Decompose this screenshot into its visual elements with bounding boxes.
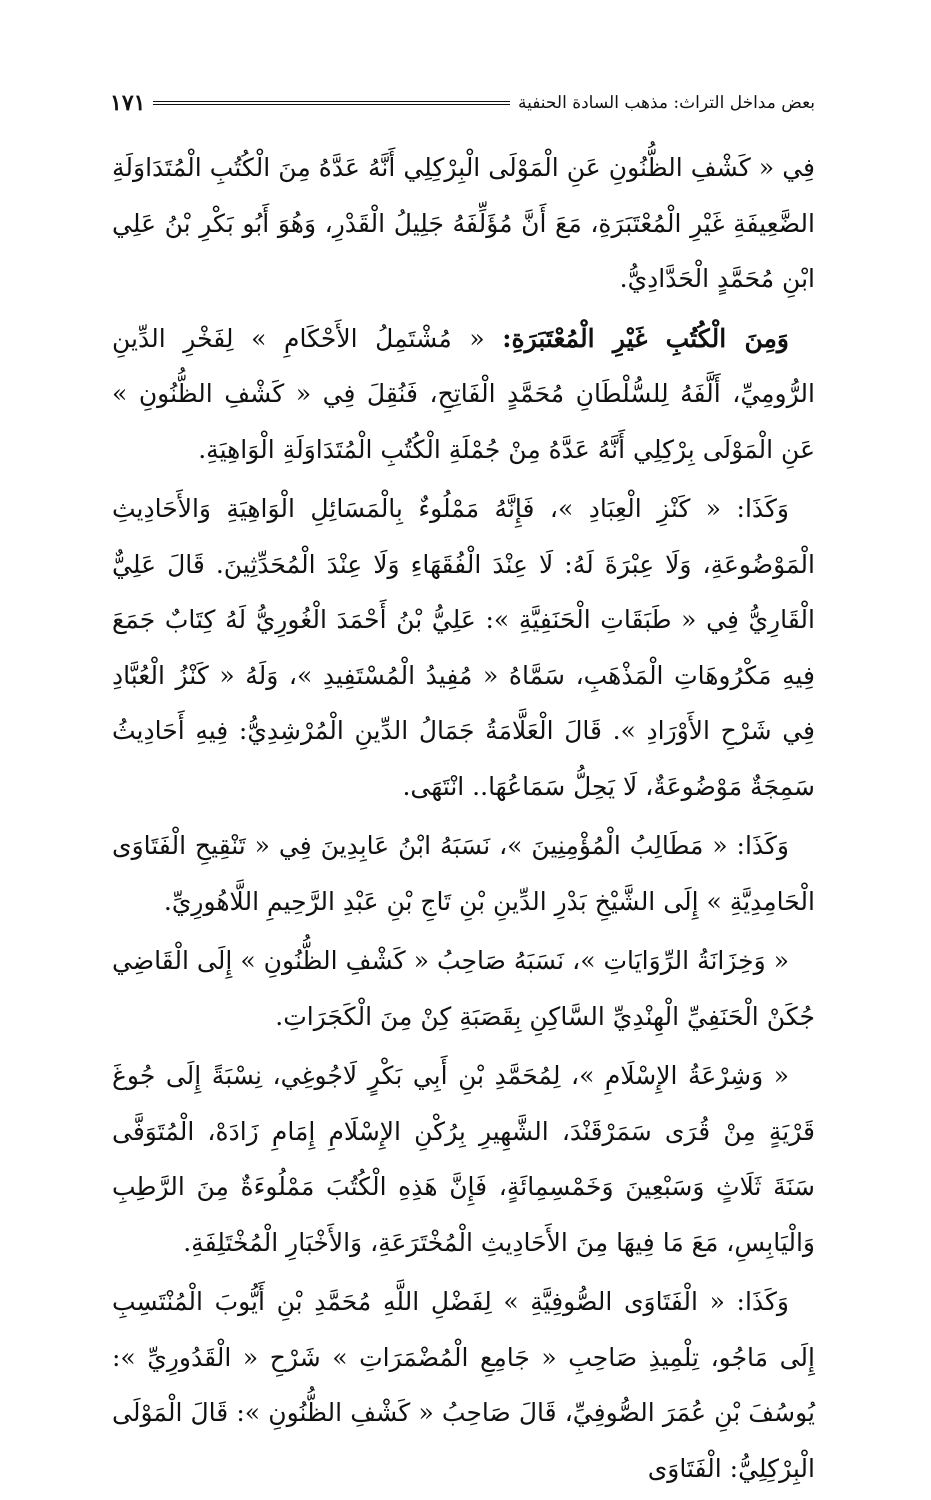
paragraph-text: وَكَذَا: « كَنْزِ الْعِبَادِ »، فَإِنَّهُ مَمْلُوءٌ بِالْمَسَائِلِ الْوَاهِيَةِ وَالأَحَادِيثِ الْمَوْضُوعَةِ، وَلَا عِبْرَةَ لَهُ: لَا عِنْدَ الْفُقَهَاءِ وَلَا عِنْدَ الْمُحَدِّثِينَ. قَالَ عَلِيٌّ الْقَارِيُّ فِي « طَبَقَاتِ الْحَنَفِيَّةِ »: عَلِيُّ بْنُ أَحْمَدَ الْغُورِيُّ لَهُ كِتَابٌ جَمَعَ فِيهِ مَكْرُوهَاتِ الْمَذْهَبِ، سَمَّاهُ « مُفِيدُ الْمُسْتَفِيدِ »، وَلَهُ « كَنْزُ الْعُبَّادِ فِي شَرْحِ الأَوْرَادِ ». قَالَ الْعَلَّامَةُ جَمَالُ الدِّينِ الْمُرْشِدِيُّ: فِيهِ أَحَادِيثُ سَمِجَةٌ مَوْضُوعَةٌ، لَا يَحِلُّ سَمَاعُهَا.. انْتَهَى. xyxy=(112,494,815,801)
paragraph xyxy=(112,818,815,929)
paragraph-text: وَكَذَا: « الْفَتَاوَى الصُّوفِيَّةِ » لِفَضْلِ اللَّهِ مُحَمَّدِ بْنِ أَيُّوبَ الْمُنْتَسِبِ إِلَى مَاجُو، تِلْمِيذِ صَاحِبِ « جَامِعِ الْمُضْمَرَاتِ » شَرْحِ « الْقَدُورِيِّ »: يُوسُفَ بْنِ عُمَرَ الصُّوفِيِّ، قَالَ صَاحِبُ « كَشْفِ الظُّنُونِ »: قَالَ الْمَوْلَى الْبِرْكِلِيُّ: الْفَتَاوَى xyxy=(112,1287,815,1483)
paragraph-text: « وَشِرْعَةُ الإِسْلَامِ »، لِمُحَمَّدِ بْنِ أَبِي بَكْرٍ لَاجُوغِي، نِسْبَةً إِلَى جُوغَ قَرْيَةٍ مِنْ قُرَى سَمَرْقَنْدَ، الشَّهِيرِ بِرُكْنِ الإِسْلَامِ إِمَامِ زَادَهْ، الْمُتَوَفَّى سَنَةَ ثَلَاثٍ وَسَبْعِينَ وَخَمْسِمِائَةٍ، فَإِنَّ هَذِهِ الْكُتُبَ مَمْلُوءَةٌ مِنَ الرَّطِبِ وَالْيَابِسِ، مَعَ مَا فِيهَا مِنَ الأَحَادِيثِ الْمُخْتَرَعَةِ، وَالأَخْبَارِ الْمُخْتَلِفَةِ. xyxy=(112,1061,815,1257)
paragraph-text: « وَخِزَانَةُ الرِّوَايَاتِ »، نَسَبَهُ صَاحِبُ « كَشْفِ الظُّنُونِ » إِلَى الْقَاضِي جُكَنْ الْحَنَفِيِّ الْهِنْدِيِّ السَّاكِنِ بِقَصَبَةِ كِنْ مِنَ الْكَجَرَاتِ. xyxy=(112,946,815,1031)
paragraph-text: فِي « كَشْفِ الظُّنُونِ عَنِ الْمَوْلَى الْبِرْكِلِي أَنَّهُ عَدَّهُ مِنَ الْكُتُبِ الْمُتَدَاوَلَةِ الضَّعِيفَةِ غَيْرِ الْمُعْتَبَرَةِ، مَعَ أَنَّ مُؤَلِّفَهُ جَلِيلُ الْقَدْرِ، وَهُوَ أَبُو بَكْرِ بْنُ عَلِي ابْنِ مُحَمَّدٍ الْحَدَّادِيُّ. xyxy=(112,153,815,293)
paragraph xyxy=(112,481,815,814)
paragraph xyxy=(112,1048,815,1270)
header-rule xyxy=(153,101,510,105)
paragraph-text: وَكَذَا: « مَطَالِبُ الْمُؤْمِنِينَ »، نَسَبَهُ ابْنُ عَابِدِينَ فِي « تَنْقِيحِ الْفَتَاوَى الْحَامِدِيَّةِ » إِلَى الشَّيْخِ بَدْرِ الدِّينِ بْنِ تَاجِ بْنِ عَبْدِ الرَّحِيمِ اللَّاهُورِيِّ. xyxy=(112,831,815,916)
paragraph xyxy=(112,311,815,478)
running-title: بعض مداخل التراث: مذهب السادة الحنفية xyxy=(517,93,815,113)
paragraph xyxy=(112,1274,815,1496)
page-number: ١٧١ xyxy=(110,90,146,116)
page-header xyxy=(110,88,815,118)
page-body xyxy=(112,140,815,1500)
paragraph-lead: وَمِنَ الْكُتُبِ غَيْرِ الْمُعْتَبَرَةِ: xyxy=(502,323,789,353)
paragraph xyxy=(112,933,815,1044)
paragraph xyxy=(112,140,815,307)
paragraph-text: « مُشْتَمِلُ الأَحْكَامِ » لِفَخْرِ الدِّينِ الرُّومِيِّ، أَلَّفَهُ لِلسُّلْطَانِ مُحَمَّدٍ الْفَاتِحِ، فَنُقِلَ فِي « كَشْفِ الظُّنُونِ » عَنِ الْمَوْلَى بِرْكِلِي أَنَّهُ عَدَّهُ مِنْ جُمْلَةِ الْكُتُبِ الْمُتَدَاوَلَةِ الْوَاهِيَةِ. xyxy=(112,323,815,464)
